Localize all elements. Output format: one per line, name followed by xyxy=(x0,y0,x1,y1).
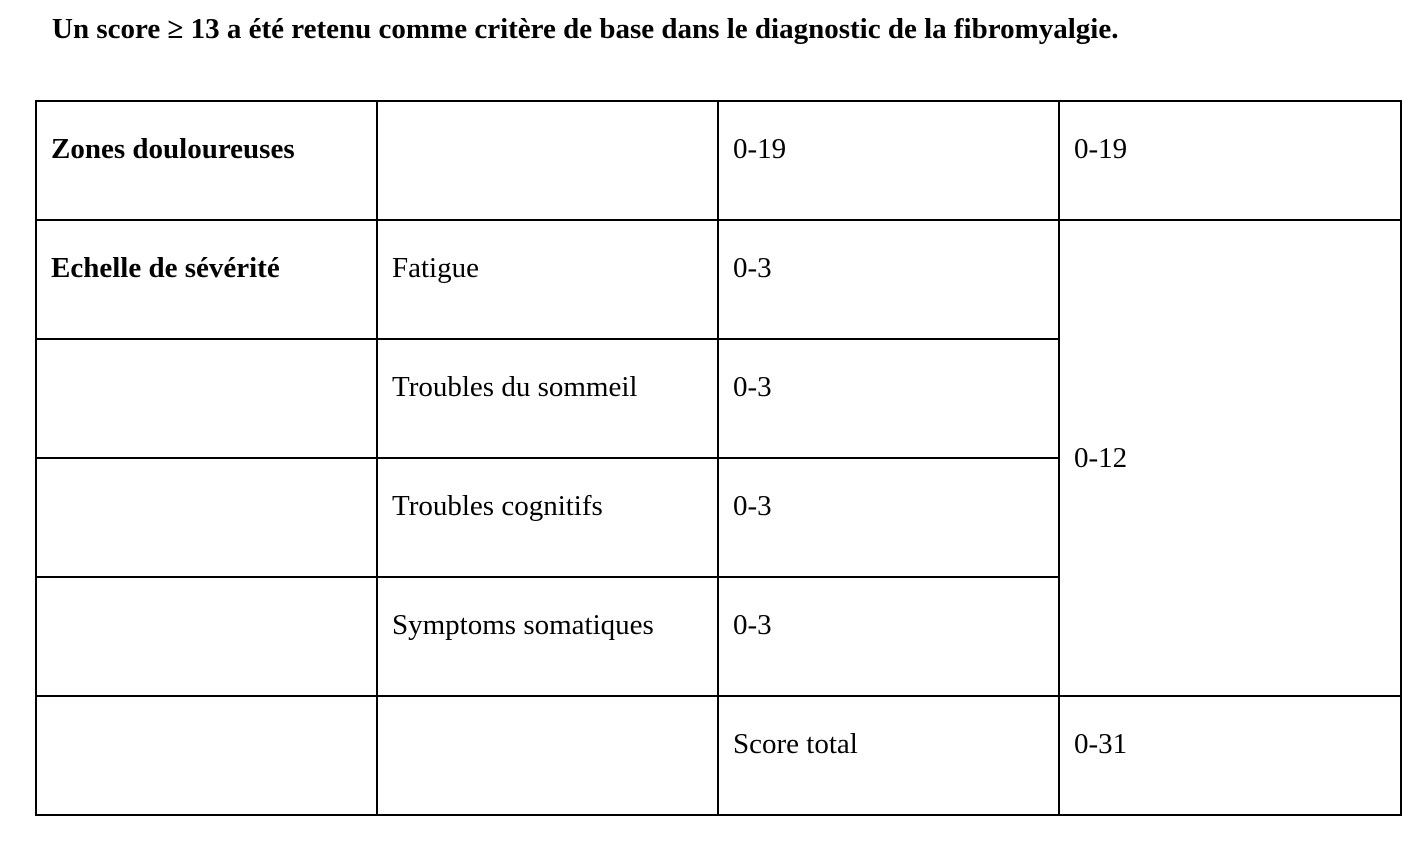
item-cell: Fatigue xyxy=(377,220,718,339)
range-cell: Score total xyxy=(718,696,1059,815)
category-cell xyxy=(36,339,377,458)
range-cell: 0-3 xyxy=(718,458,1059,577)
item-cell: Symptoms somatiques xyxy=(377,577,718,696)
item-cell xyxy=(377,696,718,815)
total-cell: 0-12 xyxy=(1059,220,1401,696)
table-row xyxy=(36,101,1401,220)
range-cell: 0-19 xyxy=(718,101,1059,220)
item-cell xyxy=(377,101,718,220)
total-cell: 0-31 xyxy=(1059,696,1401,815)
table-row xyxy=(36,696,1401,815)
category-cell xyxy=(36,458,377,577)
fibromyalgia-score-table xyxy=(35,100,1402,816)
category-cell: Zones douloureuses xyxy=(36,101,377,220)
category-cell: Echelle de sévérité xyxy=(36,220,377,339)
category-cell xyxy=(36,577,377,696)
total-cell: 0-19 xyxy=(1059,101,1401,220)
range-cell: 0-3 xyxy=(718,339,1059,458)
table-row xyxy=(36,220,1401,339)
item-cell: Troubles du sommeil xyxy=(377,339,718,458)
page-heading: Un score ≥ 13 a été retenu comme critère de base dans le diagnostic de la fibromyalgie. xyxy=(52,13,1119,45)
item-cell: Troubles cognitifs xyxy=(377,458,718,577)
range-cell: 0-3 xyxy=(718,220,1059,339)
category-cell xyxy=(36,696,377,815)
range-cell: 0-3 xyxy=(718,577,1059,696)
